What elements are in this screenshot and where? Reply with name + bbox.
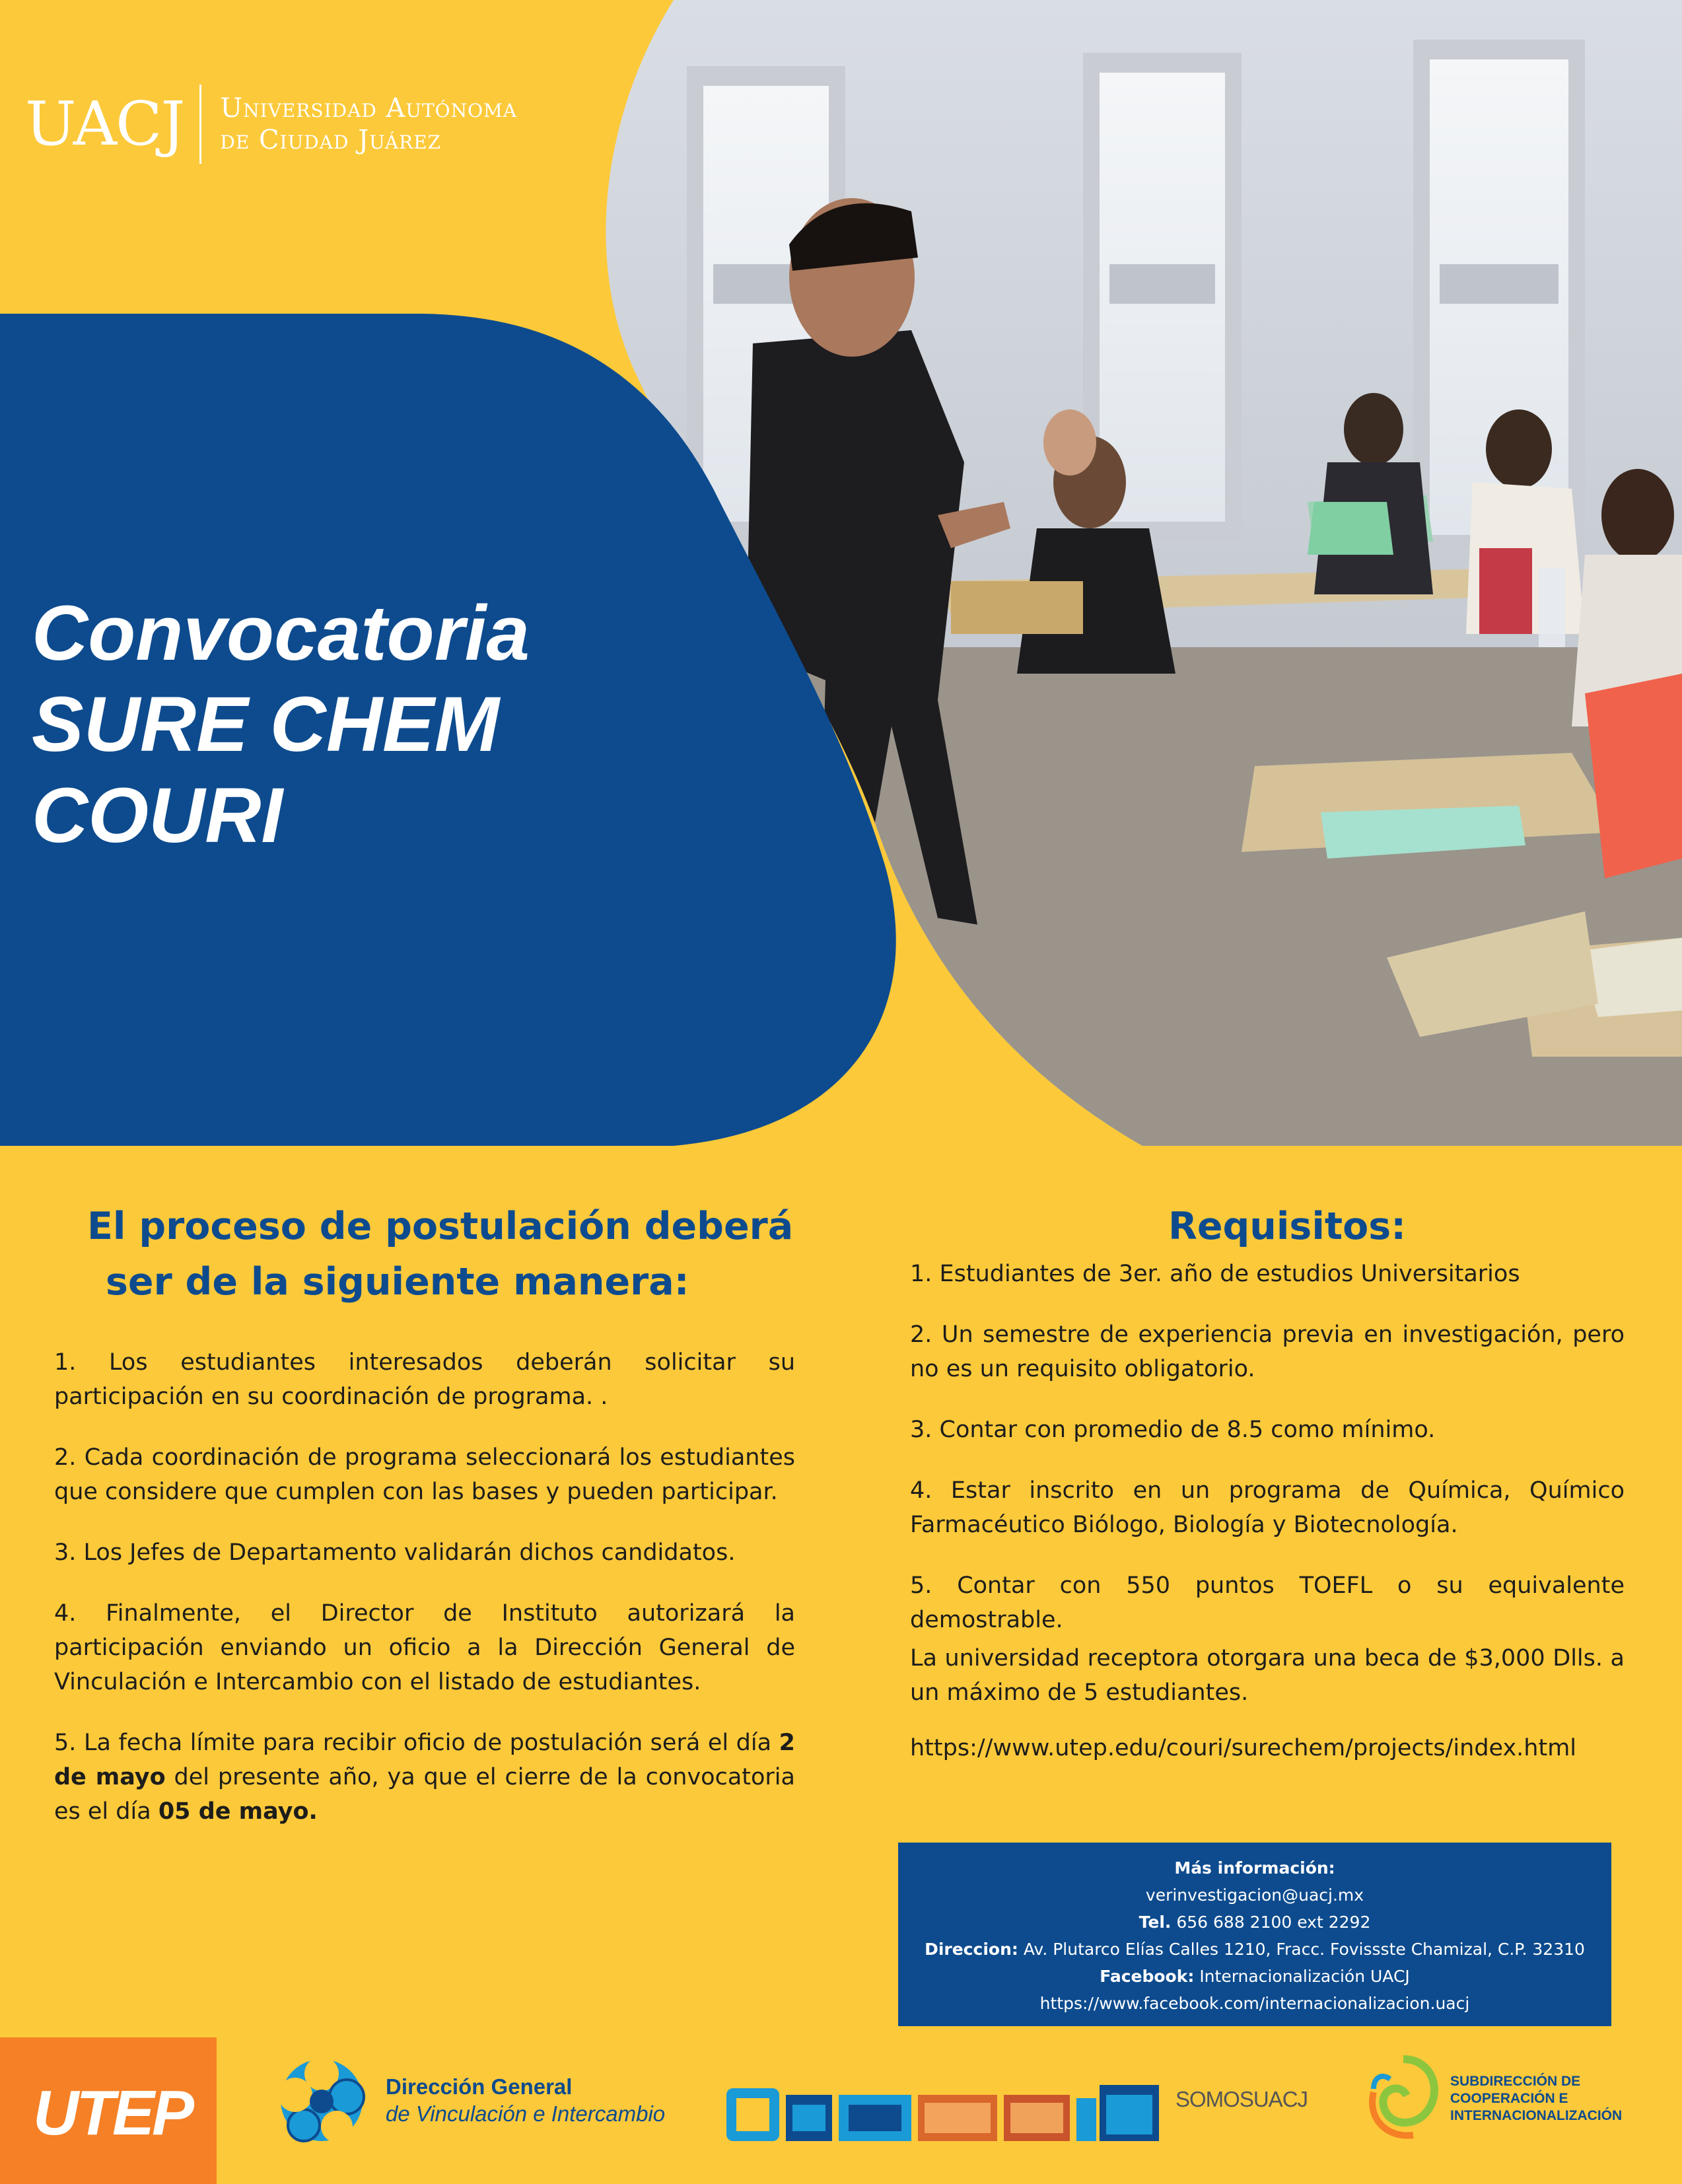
deadline-date: 2 de mayo: [54, 1730, 795, 1790]
process-heading: [54, 1199, 795, 1310]
sub-line1: SUBDIRECCIÓN DE: [1450, 2074, 1581, 2089]
logo-divider: [199, 85, 201, 164]
requirement-1: 1. Estudiantes de 3er. año de estudios Universitarios: [910, 1261, 1520, 1287]
info-facebook: Facebook: Internacionalización UACJ: [1100, 1967, 1410, 1986]
closing-date: 05 de mayo.: [158, 1798, 318, 1825]
process-step-1: 1. Los estudiantes interesados deberán solicitar su participación en su coordinación de programa. .: [54, 1349, 795, 1410]
subdireccion-swirl-icon: [1360, 2053, 1446, 2145]
utep-logo-text: UTEP: [33, 2078, 192, 2148]
requirements-heading: Requisitos:: [1168, 1205, 1407, 1248]
uacj-logo-mark: UACJ: [25, 88, 184, 159]
process-step-2: 2. Cada coordinación de programa seleccionará los estudiantes que considere que cumplen con las bases y pueden participar.: [54, 1444, 795, 1505]
campus-logos-strip: [726, 2082, 1162, 2148]
requirement-3: 3. Contar con promedio de 8.5 como mínimo.: [910, 1417, 1436, 1443]
info-phone: Tel. 656 688 2100 ext 2292: [1139, 1913, 1371, 1932]
dgvi-logo: [272, 2054, 665, 2146]
dgvi-line2: de Vinculación e Intercambio: [386, 2101, 666, 2126]
poster-title: [32, 588, 530, 861]
university-name-line1: Universidad Autónoma: [220, 93, 517, 123]
process-section: [54, 1199, 795, 1829]
process-heading-line2: ser de la siguiente manera:: [106, 1260, 689, 1304]
info-email[interactable]: verinvestigacion@uacj.mx: [1145, 1885, 1364, 1905]
sub-line3: INTERNACIONALIZACIÓN: [1450, 2108, 1623, 2123]
dgvi-line1: Dirección General: [386, 2074, 573, 2099]
process-heading-line1: El proceso de postulación deberá: [87, 1205, 794, 1248]
requirement-2: 2. Un semestre de experiencia previa en investigación, pero no es un requisito obligatorio.: [910, 1321, 1625, 1382]
somos-uacj-logo: SOMOSUACJ: [1175, 2087, 1308, 2111]
process-step-5: [54, 1726, 795, 1829]
program-url[interactable]: https://www.utep.edu/couri/surechem/projects/index.html: [910, 1735, 1577, 1761]
requirement-4: 4. Estar inscrito en un programa de Química, Químico Farmacéutico Biólogo, Biología y Biotecnología.: [910, 1477, 1625, 1538]
process-step-3: 3. Los Jefes de Departamento validarán dichos candidatos.: [54, 1539, 736, 1566]
subdireccion-text: [1450, 2073, 1622, 2125]
dgvi-flower-icon: [272, 2054, 371, 2146]
info-facebook-url[interactable]: https://www.facebook.com/internacionalizacion.uacj: [1039, 1994, 1470, 2013]
university-name: [220, 92, 517, 156]
subdireccion-logo: [1360, 2053, 1622, 2145]
info-address: Direccion: Av. Plutarco Elías Calles 1210, Fracc. Fovissste Chamizal, C.P. 32310: [925, 1940, 1585, 1959]
process-step-4: 4. Finalmente, el Director de Instituto autorizará la participación enviando un oficio a la Dirección General de Vinculación e Intercambio con el listado de estudiantes.: [54, 1600, 795, 1695]
requirements-section: [910, 1199, 1625, 1765]
sub-line2: COOPERACIÓN E: [1450, 2091, 1568, 2106]
dgvi-text: [386, 2073, 665, 2127]
contact-info-box: [898, 1843, 1611, 2026]
title-line2: SURE CHEM: [32, 681, 500, 768]
requirement-5: 5. Contar con 550 puntos TOEFL o su equivalente demostrable.: [910, 1572, 1625, 1633]
step5-text-a: 5. La fecha límite para recibir oficio de postulación será el día: [54, 1730, 772, 1756]
scholarship-note: La universidad receptora otorgara una beca de $3,000 Dlls. a un máximo de 5 estudiantes.: [910, 1645, 1625, 1706]
university-name-line2: de Ciudad Juárez: [220, 125, 442, 155]
title-line3: COURI: [32, 772, 283, 859]
step5-text-c: del presente año, ya que el cierre de la convocatoria es el día: [54, 1764, 795, 1825]
title-line1: Convocatoria: [32, 590, 530, 677]
uacj-logo: [25, 85, 517, 164]
utep-logo: [0, 2037, 217, 2184]
info-title: Más información:: [1174, 1858, 1335, 1878]
